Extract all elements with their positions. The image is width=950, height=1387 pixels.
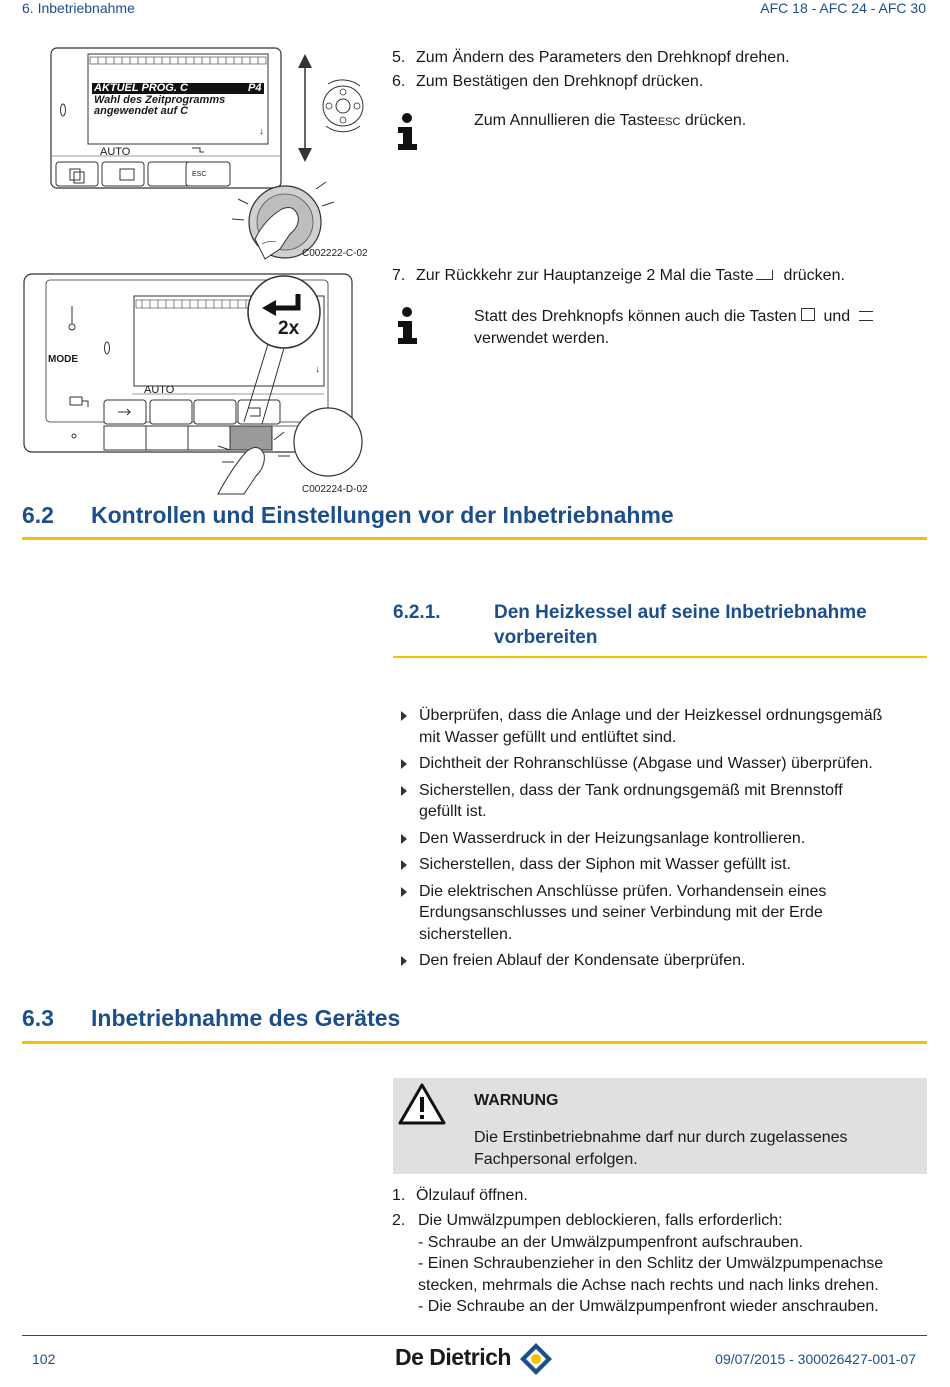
info-note-2-text-2: verwendet werden. bbox=[474, 329, 610, 347]
step-text: - Schraube an der Umwälzpumpenfront aufschrauben. bbox=[418, 1233, 804, 1251]
step-text: Die Umwälzpumpen deblockieren, falls erforderlich: bbox=[418, 1212, 783, 1229]
info-icon bbox=[394, 112, 420, 150]
section-6-2-number: 6.2 bbox=[22, 502, 54, 528]
info-note-2-and: und bbox=[819, 308, 855, 325]
section-6-2-title: Kontrollen und Einstellungen vor der Inbetriebnahme bbox=[91, 502, 674, 528]
steps-top bbox=[392, 47, 932, 95]
heating-key-icon bbox=[859, 311, 873, 321]
subsection-rule bbox=[393, 656, 927, 658]
step-number: 5. bbox=[392, 49, 406, 66]
lcd-badge: P4 bbox=[248, 82, 262, 94]
list-item: Dichtheit der Rohranschlüsse (Abgase und Wasser) überprüfen. bbox=[395, 753, 935, 775]
list-item: Sicherstellen, dass der Siphon mit Wasser gefüllt ist. bbox=[395, 854, 935, 876]
mode-auto-label-2: AUTO bbox=[144, 384, 175, 396]
step-2 bbox=[392, 1210, 932, 1318]
warning-line2: Fachpersonal erfolgen. bbox=[474, 1150, 638, 1168]
step-text: Zum Ändern des Parameters den Drehknopf drehen. bbox=[416, 49, 790, 66]
header-chapter: 6. Inbetriebnahme bbox=[22, 0, 135, 16]
step-7-text: Zur Rückkehr zur Hauptanzeige 2 Mal die Taste bbox=[416, 267, 759, 284]
esc-key-label: ESC bbox=[192, 171, 207, 178]
section-6-3-number: 6.3 bbox=[22, 1005, 54, 1031]
list-item: Die elektrischen Anschlüsse prüfen. Vorhandensein eines Erdungsanschlusses und seiner Verbindung mit der Erde sicherstellen. bbox=[395, 881, 935, 946]
step-number: 2. bbox=[392, 1212, 406, 1229]
footer-doc-id: 09/07/2015 - 300026427-001-07 bbox=[715, 1351, 916, 1367]
figure1-caption: C002222-C-02 bbox=[302, 248, 368, 259]
copy-key-icon bbox=[801, 308, 815, 321]
info-note-2-text: Statt des Drehknopfs können auch die Tasten bbox=[474, 308, 802, 325]
section-6-2-1-title bbox=[494, 600, 867, 650]
section-6-2-1-title-line1: Den Heizkessel auf seine Inbetriebnahme bbox=[494, 602, 867, 623]
step-7-text-end: drücken. bbox=[779, 267, 845, 284]
lcd-line1: AKTUEL PROG. C bbox=[94, 82, 188, 94]
step-number: 1. bbox=[392, 1187, 406, 1204]
warning-box bbox=[393, 1078, 927, 1174]
control-panel-2-drawing bbox=[22, 272, 382, 498]
list-item: Den Wasserdruck in der Heizungsanlage kontrollieren. bbox=[395, 828, 935, 850]
step-text: - Einen Schraubenzieher in den Schlitz der Umwälzpumpenachse bbox=[418, 1255, 884, 1272]
mode-auto-label: AUTO bbox=[100, 146, 131, 158]
checklist bbox=[395, 705, 935, 977]
step-text: Ölzulauf öffnen. bbox=[416, 1187, 528, 1204]
esc-key-inline: ESC bbox=[657, 116, 681, 128]
step-number: 7. bbox=[392, 267, 406, 284]
press-count-label: 2x bbox=[278, 318, 300, 339]
lcd-line3: angewendet auf C bbox=[94, 105, 189, 117]
list-item: Sicherstellen, dass der Tank ordnungsgemäß mit Brennstoff gefüllt ist. bbox=[395, 780, 935, 823]
info-note-2 bbox=[474, 306, 924, 349]
list-item: Den freien Ablauf der Kondensate überprüfen. bbox=[395, 950, 935, 972]
info-note-1-text-end: drücken. bbox=[680, 112, 747, 129]
mode-side-label: MODE bbox=[48, 354, 78, 365]
steps-bottom bbox=[392, 1185, 932, 1318]
step-6 bbox=[392, 71, 932, 95]
section-rule bbox=[22, 537, 927, 540]
step-text: - Die Schraube an der Umwälzpumpenfront wieder anschrauben. bbox=[418, 1298, 879, 1315]
lcd-line2: Wahl des Zeitprogramms bbox=[94, 94, 226, 106]
step-text: Zum Bestätigen den Drehknopf drücken. bbox=[416, 73, 704, 90]
figure2-caption: C002224-D-02 bbox=[302, 484, 368, 495]
warning-title: WARNUNG bbox=[474, 1092, 559, 1109]
section-6-2-1-number: 6.2.1. bbox=[393, 602, 441, 623]
warning-line1: Die Erstinbetriebnahme darf nur durch zugelassenes bbox=[474, 1129, 848, 1146]
step-text: stecken, mehrmals die Achse nach rechts und nach links drehen. bbox=[418, 1276, 879, 1294]
step-number: 6. bbox=[392, 73, 406, 90]
brand-logo-icon bbox=[518, 1341, 554, 1377]
section-6-3-title: Inbetriebnahme des Gerätes bbox=[91, 1005, 401, 1031]
info-note-1-text: Zum Annullieren die Taste bbox=[474, 112, 658, 129]
info-icon bbox=[394, 306, 420, 344]
step-5 bbox=[392, 47, 932, 71]
brand-logo-text: De Dietrich bbox=[395, 1344, 511, 1370]
section-6-2-1-title-line2: vorbereiten bbox=[494, 627, 598, 648]
page-number: 102 bbox=[32, 1351, 56, 1367]
list-item: Überprüfen, dass die Anlage und der Heizkessel ordnungsgemäß mit Wasser gefüllt und entlüftet sind. bbox=[395, 705, 935, 748]
figure-control-panel-2 bbox=[22, 272, 382, 498]
step-1 bbox=[392, 1185, 932, 1210]
return-key-icon bbox=[756, 270, 773, 280]
header-model: AFC 18 - AFC 24 - AFC 30 bbox=[760, 0, 926, 16]
figure-control-panel-1 bbox=[50, 44, 380, 264]
svg-text:↓: ↓ bbox=[259, 126, 264, 137]
svg-text:↓: ↓ bbox=[315, 364, 320, 375]
info-note-1 bbox=[474, 110, 746, 134]
section-rule bbox=[22, 1041, 927, 1044]
footer-rule bbox=[22, 1335, 927, 1336]
warning-text bbox=[474, 1127, 848, 1170]
warning-icon bbox=[397, 1082, 447, 1126]
